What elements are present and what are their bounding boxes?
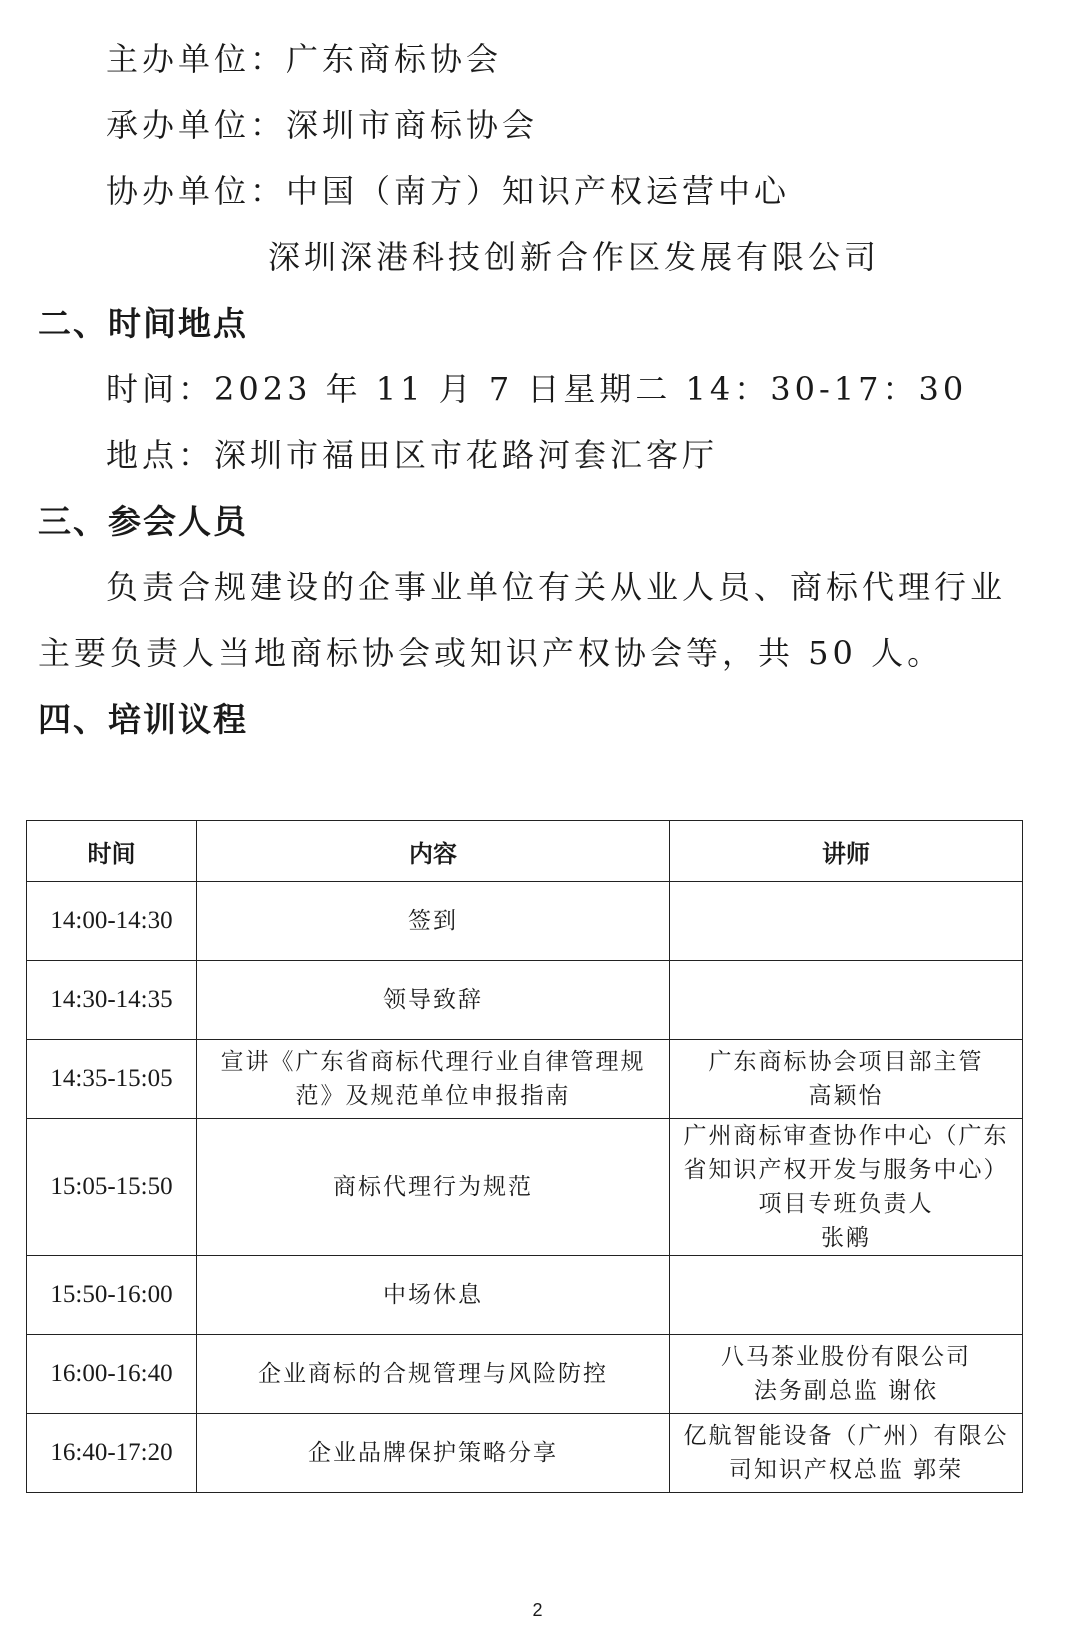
row-content: 商标代理行为规范	[197, 1119, 670, 1256]
header-content: 内容	[197, 821, 670, 882]
attendees-text-line2: 主要负责人当地商标协会或知识产权协会等，共 50 人。	[38, 634, 944, 672]
row-speaker: 广东商标协会项目部主管 高颖怡	[670, 1040, 1023, 1119]
co-organizer-unit: 协办单位：中国（南方）知识产权运营中心	[106, 172, 791, 210]
row-time: 16:40-17:20	[27, 1414, 197, 1493]
row-time: 15:50-16:00	[27, 1256, 197, 1335]
attendees-text-line1: 负责合规建设的企事业单位有关从业人员、商标代理行业	[106, 568, 1007, 606]
row-time: 16:00-16:40	[27, 1335, 197, 1414]
table-row	[27, 961, 1023, 1040]
agenda-table	[26, 820, 1023, 1493]
row-speaker: 亿航智能设备（广州）有限公司知识产权总监 郭荣	[670, 1414, 1023, 1493]
row-speaker: 八马茶业股份有限公司 法务副总监 谢依	[670, 1335, 1023, 1414]
table-row	[27, 1414, 1023, 1493]
row-speaker: 广州商标审查协作中心（广东省知识产权开发与服务中心）项目专班负责人 张鹇	[670, 1119, 1023, 1256]
section-heading-time-place: 二、时间地点	[38, 304, 248, 343]
host-unit: 主办单位：广东商标协会	[106, 40, 503, 78]
page-number: 2	[532, 1600, 543, 1620]
row-content: 签到	[197, 882, 670, 961]
row-content: 中场休息	[197, 1256, 670, 1335]
table-row	[27, 1119, 1023, 1256]
section-heading-attendees: 三、参会人员	[38, 502, 248, 541]
row-time: 14:35-15:05	[27, 1040, 197, 1119]
row-content: 宣讲《广东省商标代理行业自律管理规范》及规范单位申报指南	[197, 1040, 670, 1119]
row-time: 14:30-14:35	[27, 961, 197, 1040]
event-time: 时间：2023 年 11 月 7 日星期二 14：30-17：30	[106, 370, 968, 408]
row-content: 领导致辞	[197, 961, 670, 1040]
organizer-unit: 承办单位：深圳市商标协会	[106, 106, 539, 144]
row-content: 企业品牌保护策略分享	[197, 1414, 670, 1493]
section-heading-agenda: 四、培训议程	[38, 700, 248, 739]
co-organizer-unit-2: 深圳深港科技创新合作区发展有限公司	[268, 238, 881, 276]
table-row	[27, 1335, 1023, 1414]
row-time: 14:00-14:30	[27, 882, 197, 961]
table-row	[27, 882, 1023, 961]
row-speaker	[670, 1256, 1023, 1335]
row-speaker	[670, 961, 1023, 1040]
row-content: 企业商标的合规管理与风险防控	[197, 1335, 670, 1414]
row-speaker	[670, 882, 1023, 961]
table-row	[27, 1256, 1023, 1335]
row-time: 15:05-15:50	[27, 1119, 197, 1256]
table-row	[27, 1040, 1023, 1119]
header-speaker: 讲师	[670, 821, 1023, 882]
header-time: 时间	[27, 821, 197, 882]
agenda-header-row	[27, 821, 1023, 882]
event-place: 地点：深圳市福田区市花路河套汇客厅	[106, 436, 719, 474]
